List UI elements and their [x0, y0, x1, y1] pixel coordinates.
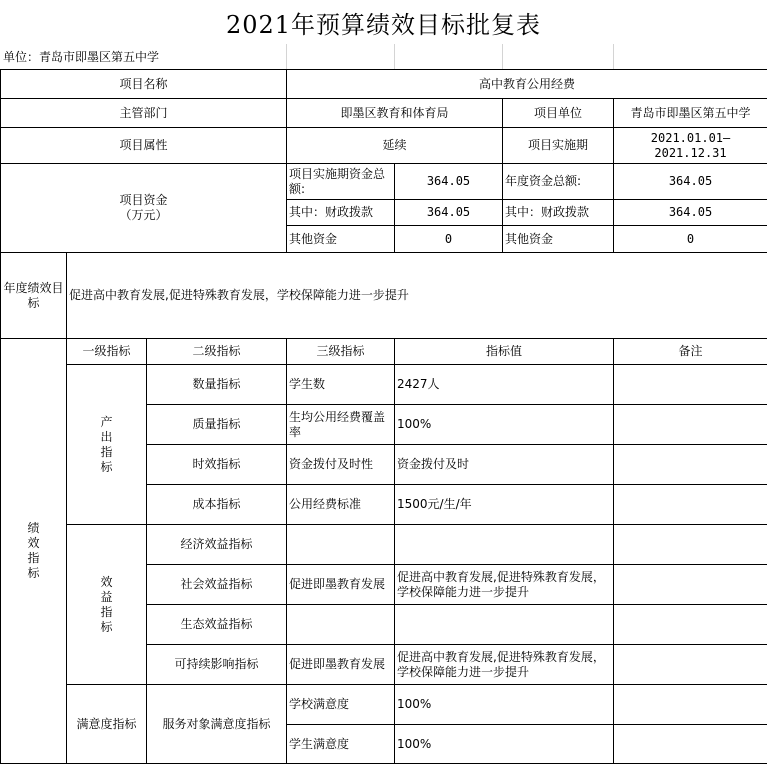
- table-row: [1, 99, 767, 128]
- year-total-label: 年度资金总额:: [503, 164, 614, 200]
- funds-label-1: 项目资金: [119, 193, 168, 207]
- sheet-title: 2021年预算绩效目标批复表: [225, 10, 542, 39]
- level3-cell: 学校满意度: [287, 685, 395, 725]
- level3-cell: 资金拨付及时性: [287, 445, 395, 485]
- table-row: [1, 339, 767, 365]
- table-row: [1, 128, 767, 164]
- goal-label: 年度绩效目标: [1, 253, 67, 339]
- note-cell: [614, 525, 767, 565]
- funds-label-2: （万元）: [119, 208, 168, 222]
- fiscal-value-2: 364.05: [614, 200, 767, 226]
- level3-cell: 促进即墨教育发展: [287, 645, 395, 685]
- value-cell: 100%: [395, 725, 614, 764]
- attr-value: 延续: [287, 128, 503, 164]
- dept-value: 即墨区教育和体育局: [287, 99, 503, 128]
- period-end: 2021.12.31: [654, 145, 727, 160]
- table-row: [1, 70, 767, 99]
- level3-cell: 学生满意度: [287, 725, 395, 764]
- value-cell: [395, 605, 614, 645]
- table-row: [1, 253, 767, 339]
- note-cell: [614, 685, 767, 725]
- fiscal-value: 364.05: [395, 200, 503, 226]
- period-label: 项目实施期: [503, 128, 614, 164]
- label-char: 标: [100, 459, 113, 474]
- value-cell: 资金拨付及时: [395, 445, 614, 485]
- note-cell: [614, 645, 767, 685]
- level3-cell: 公用经费标准: [287, 485, 395, 525]
- level3-cell: [287, 605, 395, 645]
- note-cell: [614, 605, 767, 645]
- dept-label: 主管部门: [1, 99, 287, 128]
- period-start: 2021.01.01—: [650, 130, 731, 145]
- total-label: 项目实施期资金总额:: [287, 164, 395, 200]
- level2-cell: 生态效益指标: [147, 605, 287, 645]
- table-row: [1, 685, 767, 725]
- label-char: 标: [27, 566, 40, 580]
- header-level1: 一级指标: [67, 339, 147, 365]
- value-cell: 1500元/生/年: [395, 485, 614, 525]
- label-char: 指: [100, 444, 113, 459]
- note-cell: [614, 725, 767, 764]
- note-cell: [614, 485, 767, 525]
- level3-cell: 学生数: [287, 365, 395, 405]
- note-cell: [614, 445, 767, 485]
- goal-value: 促进高中教育发展,促进特殊教育发展，学校保障能力进一步提升: [67, 253, 767, 339]
- label-char: 出: [100, 429, 113, 444]
- value-cell: 促进高中教育发展,促进特殊教育发展，学校保障能力进一步提升: [395, 565, 614, 605]
- performance-table: [0, 69, 767, 764]
- label-char: 指: [100, 604, 113, 619]
- total-value: 364.05: [395, 164, 503, 200]
- attr-label: 项目属性: [1, 128, 287, 164]
- level3-cell: [287, 525, 395, 565]
- label-char: 产: [100, 414, 113, 429]
- level2-cell: 服务对象满意度指标: [147, 685, 287, 764]
- year-total-value: 364.05: [614, 164, 767, 200]
- output-indicators-label: [67, 365, 147, 525]
- other-value-2: 0: [614, 226, 767, 253]
- project-name-value: 高中教育公用经费: [287, 70, 767, 99]
- grid-line: [394, 44, 395, 69]
- table-row: [1, 365, 767, 405]
- level2-cell: 经济效益指标: [147, 525, 287, 565]
- level3-cell: 生均公用经费覆盖率: [287, 405, 395, 445]
- value-cell: 促进高中教育发展,促进特殊教育发展，学校保障能力进一步提升: [395, 645, 614, 685]
- unit-label: 单位：青岛市即墨区第五中学: [3, 50, 160, 64]
- value-cell: 100%: [395, 405, 614, 445]
- header-level2: 二级指标: [147, 339, 287, 365]
- value-cell: 2427人: [395, 365, 614, 405]
- satisfaction-indicators-label: 满意度指标: [67, 685, 147, 764]
- header-value: 指标值: [395, 339, 614, 365]
- label-char: 效: [27, 536, 40, 550]
- level2-cell: 可持续影响指标: [147, 645, 287, 685]
- unit-line: [0, 44, 767, 69]
- other-label-2: 其他资金: [503, 226, 614, 253]
- grid-line: [613, 44, 614, 69]
- grid-line: [502, 44, 503, 69]
- label-char: 益: [100, 589, 113, 604]
- period-value: [614, 128, 767, 164]
- benefit-indicators-label: [67, 525, 147, 685]
- fiscal-label: 其中：财政拨款: [287, 200, 395, 226]
- value-cell: 100%: [395, 685, 614, 725]
- note-cell: [614, 565, 767, 605]
- label-char: 指: [27, 551, 40, 565]
- level2-cell: 时效指标: [147, 445, 287, 485]
- grid-line: [286, 44, 287, 69]
- other-label: 其他资金: [287, 226, 395, 253]
- indicators-section-label: [1, 339, 67, 764]
- table-row: [1, 525, 767, 565]
- other-value: 0: [395, 226, 503, 253]
- level3-cell: 促进即墨教育发展: [287, 565, 395, 605]
- label-char: 效: [100, 574, 113, 589]
- funds-label: [1, 164, 287, 253]
- note-cell: [614, 365, 767, 405]
- level2-cell: 数量指标: [147, 365, 287, 405]
- header-level3: 三级指标: [287, 339, 395, 365]
- project-unit-label: 项目单位: [503, 99, 614, 128]
- label-char: 标: [100, 619, 113, 634]
- header-note: 备注: [614, 339, 767, 365]
- label-char: 绩: [27, 521, 40, 535]
- table-row: [1, 164, 767, 200]
- fiscal-label-2: 其中：财政拨款: [503, 200, 614, 226]
- project-unit-value: 青岛市即墨区第五中学: [614, 99, 767, 128]
- project-name-label: 项目名称: [1, 70, 287, 99]
- level2-cell: 质量指标: [147, 405, 287, 445]
- level2-cell: 成本指标: [147, 485, 287, 525]
- level2-cell: 社会效益指标: [147, 565, 287, 605]
- note-cell: [614, 405, 767, 445]
- value-cell: [395, 525, 614, 565]
